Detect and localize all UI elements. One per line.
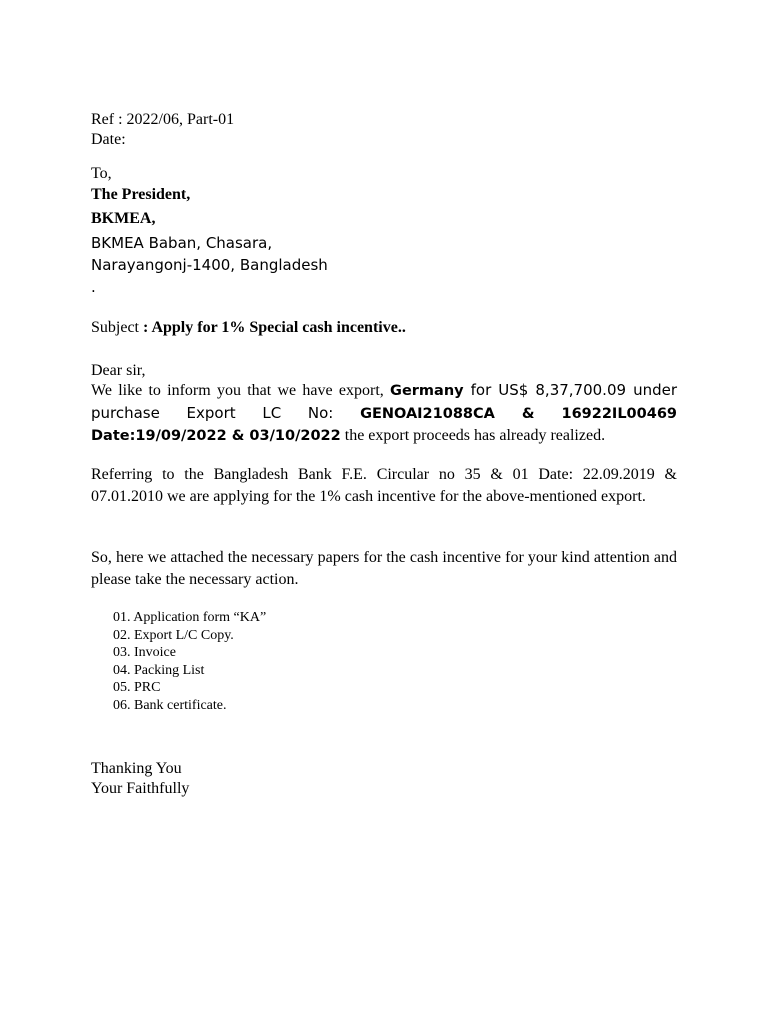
list-item: 02. Export L/C Copy. xyxy=(113,627,234,643)
address-line-1: BKMEA Baban, Chasara, xyxy=(91,234,273,252)
closing-thanks: Thanking You xyxy=(91,760,182,777)
subject-label: Subject xyxy=(91,319,143,336)
list-item: 06. Bank certificate. xyxy=(113,697,227,713)
subject-text: : Apply for 1% Special cash incentive.. xyxy=(143,319,406,336)
paragraph-export-info xyxy=(91,380,677,448)
list-item: 05. PRC xyxy=(113,680,161,696)
closing-signoff: Your Faithfully xyxy=(91,780,190,797)
paragraph-circular: Referring to the Bangladesh Bank F.E. Circular no 35 & 01 Date: 22.09.2019 & 07.01.2010 we are applying for the 1% cash incentive for the above-mentioned export. xyxy=(91,466,677,505)
p1-text-1: We like to inform you that we have export, xyxy=(91,382,391,399)
subject-line xyxy=(91,318,406,338)
address-dot: . xyxy=(91,278,96,296)
to-label: To, xyxy=(91,165,112,182)
p1-text-3: the export proceeds has already realized. xyxy=(340,427,606,444)
p1-text-2: for US$ 8,37,700.09 under purchase Export LC No: xyxy=(91,381,678,422)
recipient-title: The President, xyxy=(91,186,191,203)
list-item: 01. Application form “KA” xyxy=(113,610,267,625)
list-item: 03. Invoice xyxy=(113,645,176,661)
date-label: Date: xyxy=(91,131,126,148)
attachment-list xyxy=(113,609,266,715)
lc-number: GENOAI21088CA & 16922IL00469 Date:19/09/2022 & 03/10/2022 xyxy=(91,405,678,444)
salutation: Dear sir, xyxy=(91,362,146,379)
recipient-organization: BKMEA, xyxy=(91,210,156,227)
country-name: Germany xyxy=(390,383,464,399)
address-line-2: Narayangonj-1400, Bangladesh xyxy=(91,256,328,274)
reference-line: Ref : 2022/06, Part-01 xyxy=(91,111,235,128)
list-item: 04. Packing List xyxy=(113,662,205,678)
paragraph-attachments-intro: So, here we attached the necessary papers for the cash incentive for your kind attention and please take the necessary action. xyxy=(91,549,677,588)
